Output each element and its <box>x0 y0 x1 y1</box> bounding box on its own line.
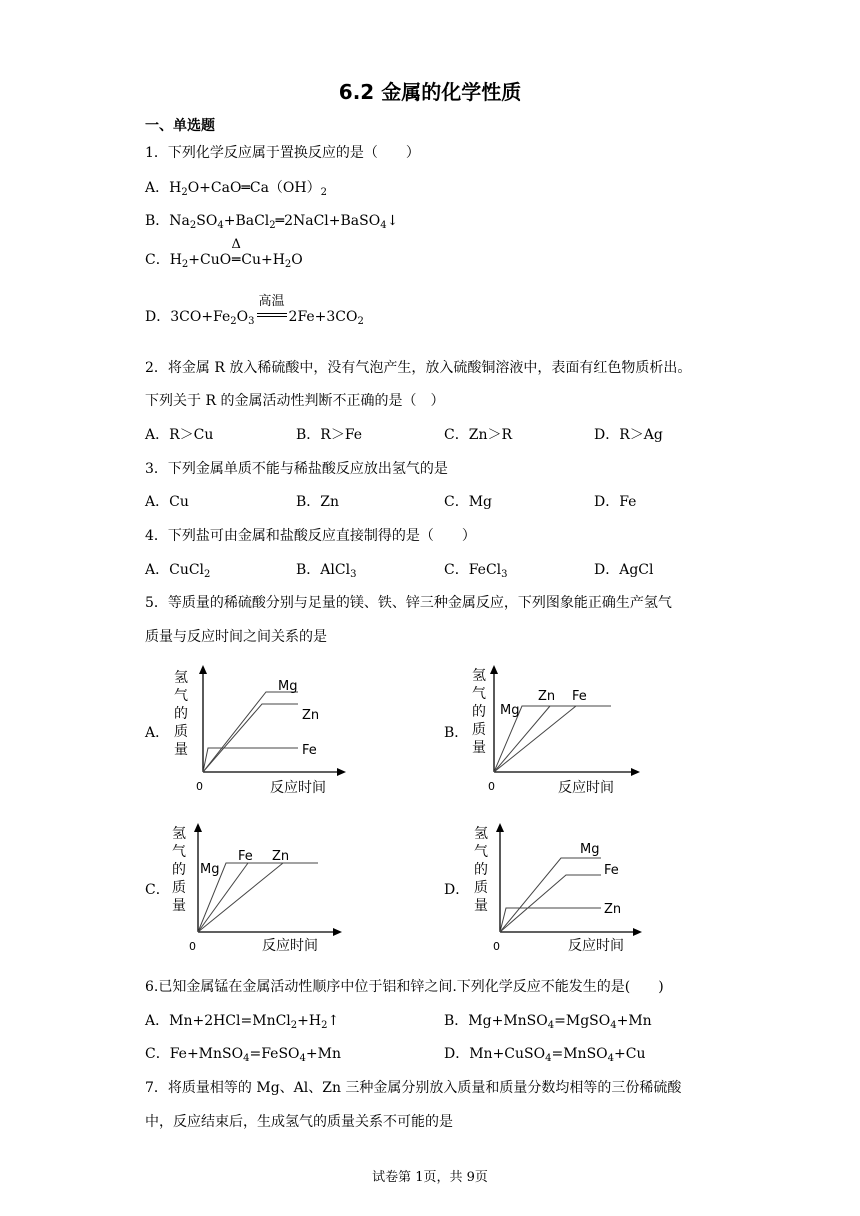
svg-text:氢: 氢 <box>474 826 488 842</box>
svg-text:气: 气 <box>174 688 188 704</box>
question-2-stem-line1: 2．将金属 R 放入稀硫酸中，没有气泡产生，放入硫酸铜溶液中，表面有红色物质析出。 <box>145 360 692 376</box>
x-axis-label: 反应时间 <box>270 780 326 796</box>
origin-label: 0 <box>189 940 196 953</box>
y-axis-arrow <box>194 823 202 832</box>
x-axis-arrow <box>633 928 642 936</box>
series-fe-line <box>500 875 601 932</box>
page-footer: 试卷第 1页，共 9页 <box>372 1170 488 1185</box>
q5-graph-c[interactable] <box>168 818 348 958</box>
question-5-stem-line2: 质量与反应时间之间关系的是 <box>145 629 327 645</box>
svg-text:质: 质 <box>474 880 488 896</box>
label-zn: Zn <box>302 708 320 723</box>
q4-option-a[interactable]: A．CuCl$_2$ <box>145 562 211 580</box>
label-fe: Fe <box>238 849 253 864</box>
question-4-stem: 4．下列盐可由金属和盐酸反应直接制得的是（ ） <box>145 528 476 544</box>
svg-text:的: 的 <box>172 862 186 878</box>
y-axis-label <box>474 826 488 914</box>
question-1-stem: 1．下列化学反应属于置换反应的是（ ） <box>145 145 420 161</box>
q6-option-d[interactable]: D．Mn+CuSO$_4$=MnSO$_4$+Cu <box>444 1046 646 1064</box>
y-axis-label <box>472 668 486 756</box>
q6-option-c[interactable]: C．Fe+MnSO$_4$=FeSO$_4$+Mn <box>145 1046 341 1064</box>
label-fe: Fe <box>302 743 317 758</box>
origin-label: 0 <box>493 940 500 953</box>
y-axis-arrow <box>490 665 498 674</box>
question-7-stem-line2: 中，反应结束后，生成氢气的质量关系不可能的是 <box>145 1114 453 1130</box>
q4-option-b[interactable]: B．AlCl$_3$ <box>296 562 357 580</box>
q6-option-a[interactable]: A．$Mn+2HCl=MnCl_2+H_2↑$ <box>145 1013 340 1031</box>
label-zn: Zn <box>272 849 290 864</box>
section-heading: 一、单选题 <box>145 118 215 134</box>
q1-option-d[interactable]: D．$3CO+Fe_2O_3$ 高温 $2Fe+3CO_2$ <box>145 294 364 327</box>
question-3-stem: 3．下列金属单质不能与稀盐酸反应放出氢气的是 <box>145 461 448 477</box>
svg-text:氢: 氢 <box>472 668 486 684</box>
q4-option-c[interactable]: C．FeCl$_3$ <box>444 562 508 580</box>
x-axis-arrow <box>333 928 342 936</box>
x-axis-label: 反应时间 <box>568 938 624 954</box>
q2-option-a[interactable]: A．R＞Cu <box>145 427 214 443</box>
q5-graph-a[interactable] <box>168 662 348 802</box>
svg-text:气: 气 <box>472 686 486 702</box>
label-zn: Zn <box>538 689 556 704</box>
x-axis-arrow <box>631 768 640 776</box>
y-axis-arrow <box>496 823 504 832</box>
origin-label: 0 <box>488 780 495 793</box>
series-mg-line <box>500 858 601 932</box>
q5-option-b-letter[interactable]: B． <box>444 725 469 741</box>
x-axis-label: 反应时间 <box>262 938 318 954</box>
q3-option-b[interactable]: B．Zn <box>296 494 340 510</box>
label-fe: Fe <box>604 863 619 878</box>
high-temp-condition: 高温 <box>255 309 289 325</box>
svg-text:气: 气 <box>474 844 488 860</box>
question-6-stem: 6.已知金属锰在金属活动性顺序中位于铝和锌之间.下列化学反应不能发生的是( ) <box>145 979 664 995</box>
label-fe: Fe <box>572 689 587 704</box>
y-axis-arrow <box>199 665 207 674</box>
q6-option-b[interactable]: B．Mg+MnSO$_4$=MgSO$_4$+Mn <box>444 1013 652 1031</box>
label-mg: Mg <box>500 703 520 718</box>
q5-option-c-letter[interactable]: C． <box>145 882 170 898</box>
question-5-stem-line1: 5．等质量的稀硫酸分别与足量的镁、铁、锌三种金属反应，下列图象能正确生产氢气 <box>145 595 672 611</box>
label-mg: Mg <box>200 862 220 877</box>
x-axis-label: 反应时间 <box>558 780 614 796</box>
series-zn-line <box>203 704 298 772</box>
q2-option-b[interactable]: B．R＞Fe <box>296 427 363 443</box>
svg-text:质: 质 <box>174 724 188 740</box>
origin-label: 0 <box>196 780 203 793</box>
question-7-stem-line1: 7．将质量相等的 Mg、Al、Zn 三种金属分别放入质量和质量分数均相等的三份稀硫酸 <box>145 1080 682 1096</box>
svg-text:量: 量 <box>474 898 488 914</box>
q3-option-c[interactable]: C．Mg <box>444 494 493 510</box>
q4-option-d[interactable]: D．AgCl <box>594 562 654 578</box>
svg-text:氢: 氢 <box>174 670 188 686</box>
svg-text:量: 量 <box>174 742 188 758</box>
svg-text:的: 的 <box>174 706 188 722</box>
y-axis-label <box>174 670 188 758</box>
page-title: 6.2 金属的化学性质 <box>338 80 522 104</box>
q2-option-d[interactable]: D．R＞Ag <box>594 427 663 443</box>
q5-graph-b[interactable] <box>466 662 646 802</box>
q1-option-a[interactable]: A．$H_2O+CaO═Ca(OH)_2$ <box>145 180 327 198</box>
svg-text:氢: 氢 <box>172 826 186 842</box>
series-zn-line <box>500 908 601 932</box>
label-mg: Mg <box>278 679 298 694</box>
q5-option-d-letter[interactable]: D． <box>444 882 470 898</box>
series-fe-line <box>203 748 298 772</box>
x-axis-arrow <box>337 768 346 776</box>
svg-text:质: 质 <box>172 880 186 896</box>
question-2-stem-line2: 下列关于 R 的金属活动性判断不正确的是（ ） <box>145 393 445 409</box>
q5-graph-d[interactable] <box>466 818 646 958</box>
label-mg: Mg <box>580 842 600 857</box>
q3-option-a[interactable]: A．Cu <box>145 494 189 510</box>
svg-text:气: 气 <box>172 844 186 860</box>
heat-condition: Δ ═ <box>231 237 241 268</box>
q1-option-c[interactable]: C．$H_2+CuO$ Δ $═Cu+H_2O$ <box>145 237 303 270</box>
svg-text:的: 的 <box>472 704 486 720</box>
svg-text:量: 量 <box>172 898 186 914</box>
q3-option-d[interactable]: D．Fe <box>594 494 637 510</box>
y-axis-label <box>172 826 186 914</box>
label-zn: Zn <box>604 902 622 917</box>
svg-text:质: 质 <box>472 722 486 738</box>
svg-text:量: 量 <box>472 740 486 756</box>
q5-option-a-letter[interactable]: A． <box>145 725 170 741</box>
svg-text:的: 的 <box>474 862 488 878</box>
q2-option-c[interactable]: C．Zn＞R <box>444 427 512 443</box>
q1-option-b[interactable]: B．$Na_2SO_4+BaCl_2═2NaCl+BaSO_4↓$ <box>145 213 399 231</box>
